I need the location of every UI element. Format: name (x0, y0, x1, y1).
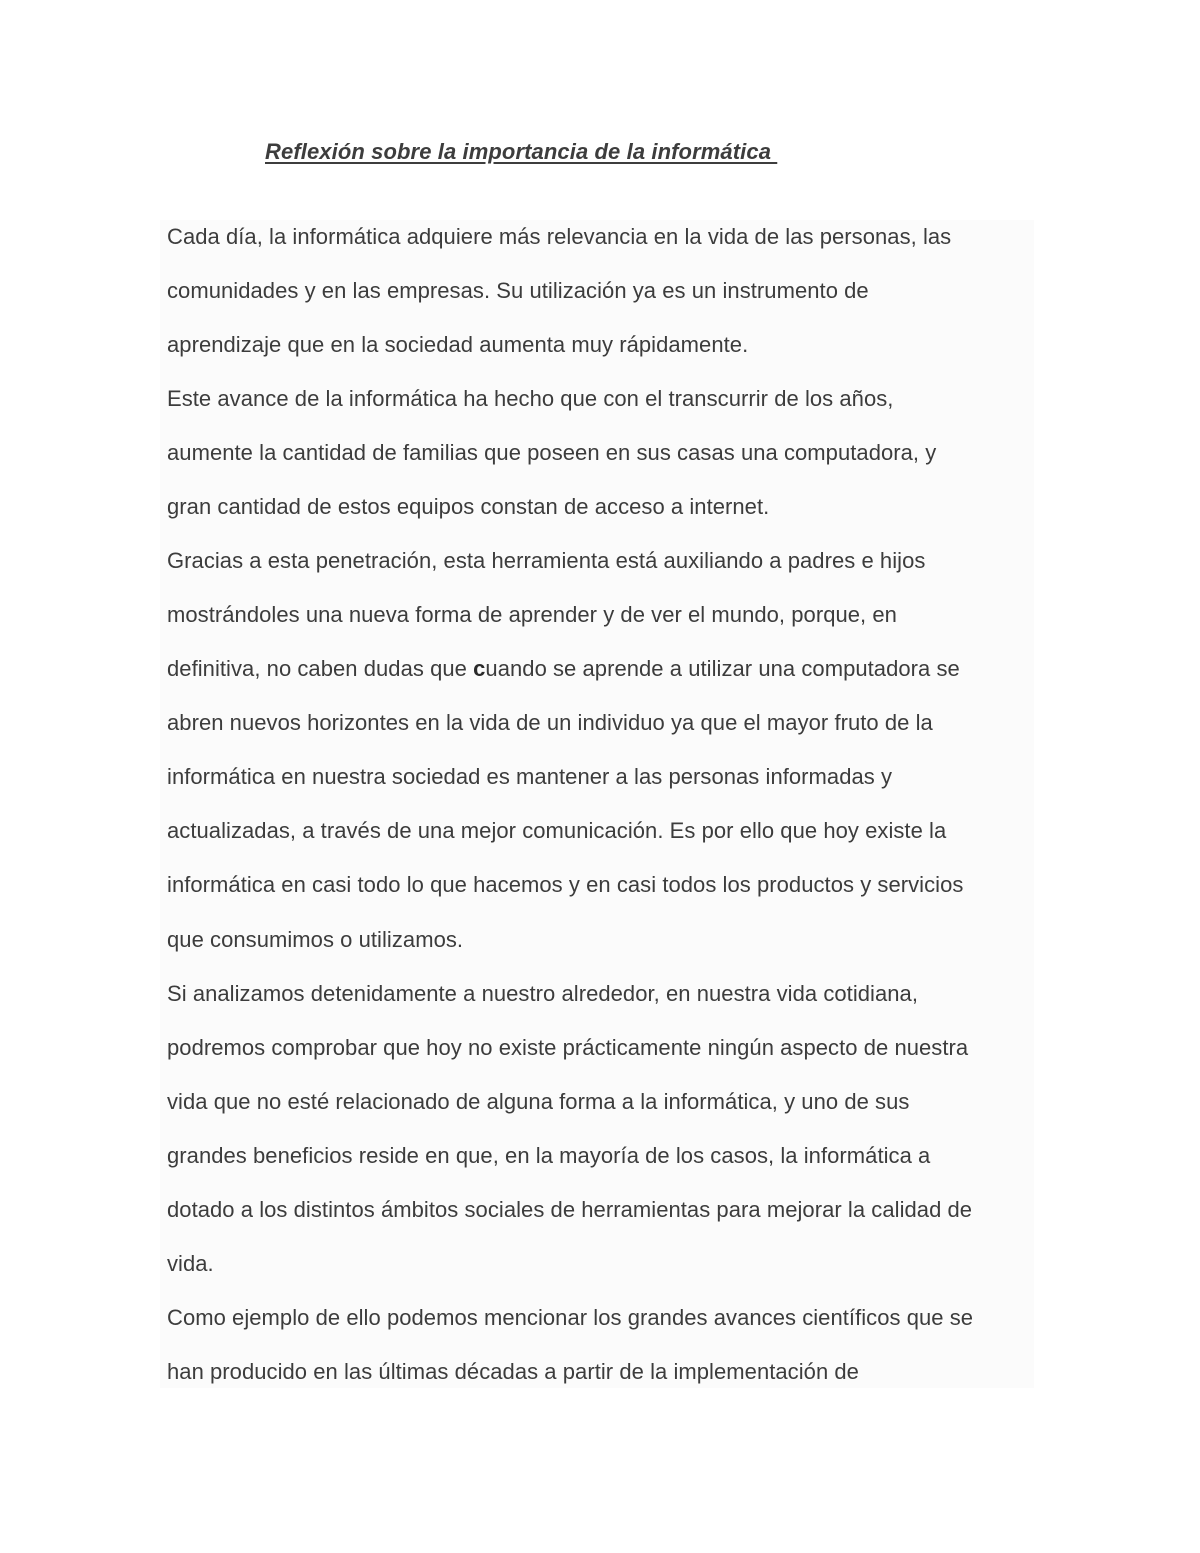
paragraph-line: comunidades y en las empresas. Su utilización ya es un instrumento de (167, 278, 869, 303)
paragraph-line: Este avance de la informática ha hecho que con el transcurrir de los años, (167, 386, 894, 411)
paragraph-line: podremos comprobar que hoy no existe prácticamente ningún aspecto de nuestra (167, 1035, 969, 1060)
paragraph-line: Si analizamos detenidamente a nuestro alrededor, en nuestra vida cotidiana, (167, 981, 919, 1006)
line-text-start: definitiva, no caben dudas que (167, 656, 474, 681)
paragraph-line: Cada día, la informática adquiere más relevancia en la vida de las personas, las (167, 224, 952, 249)
paragraph-line: gran cantidad de estos equipos constan de acceso a internet. (167, 494, 770, 519)
paragraph-line: que consumimos o utilizamos. (167, 927, 464, 952)
paragraph-line: grandes beneficios reside en que, en la mayoría de los casos, la informática a (167, 1143, 931, 1168)
paragraph-line: dotado a los distintos ámbitos sociales de herramientas para mejorar la calidad de (167, 1197, 973, 1222)
paragraph-line: abren nuevos horizontes en la vida de un individuo ya que el mayor fruto de la (167, 710, 933, 735)
bold-letter: c (473, 656, 486, 681)
paragraph-line: informática en nuestra sociedad es mantener a las personas informadas y (167, 764, 893, 789)
document-title: Reflexión sobre la importancia de la informática (265, 139, 778, 164)
line-text-end: uando se aprende a utilizar una computadora se (485, 656, 960, 681)
paragraph-line: Como ejemplo de ello podemos mencionar los grandes avances científicos que se (167, 1305, 974, 1330)
paragraph-line (167, 656, 960, 682)
paragraph-line: actualizadas, a través de una mejor comunicación. Es por ello que hoy existe la (167, 818, 947, 843)
paragraph-line: Gracias a esta penetración, esta herramienta está auxiliando a padres e hijos (167, 548, 926, 573)
paragraph-line: aprendizaje que en la sociedad aumenta muy rápidamente. (167, 332, 749, 357)
paragraph-line: mostrándoles una nueva forma de aprender y de ver el mundo, porque, en (167, 602, 897, 627)
paragraph-line: han producido en las últimas décadas a partir de la implementación de (167, 1359, 859, 1384)
paragraph-line: vida que no esté relacionado de alguna forma a la informática, y uno de sus (167, 1089, 910, 1114)
paragraph-line: informática en casi todo lo que hacemos y en casi todos los productos y servicios (167, 872, 964, 897)
paragraph-line: vida. (167, 1251, 214, 1276)
paragraph-line: aumente la cantidad de familias que poseen en sus casas una computadora, y (167, 440, 937, 465)
